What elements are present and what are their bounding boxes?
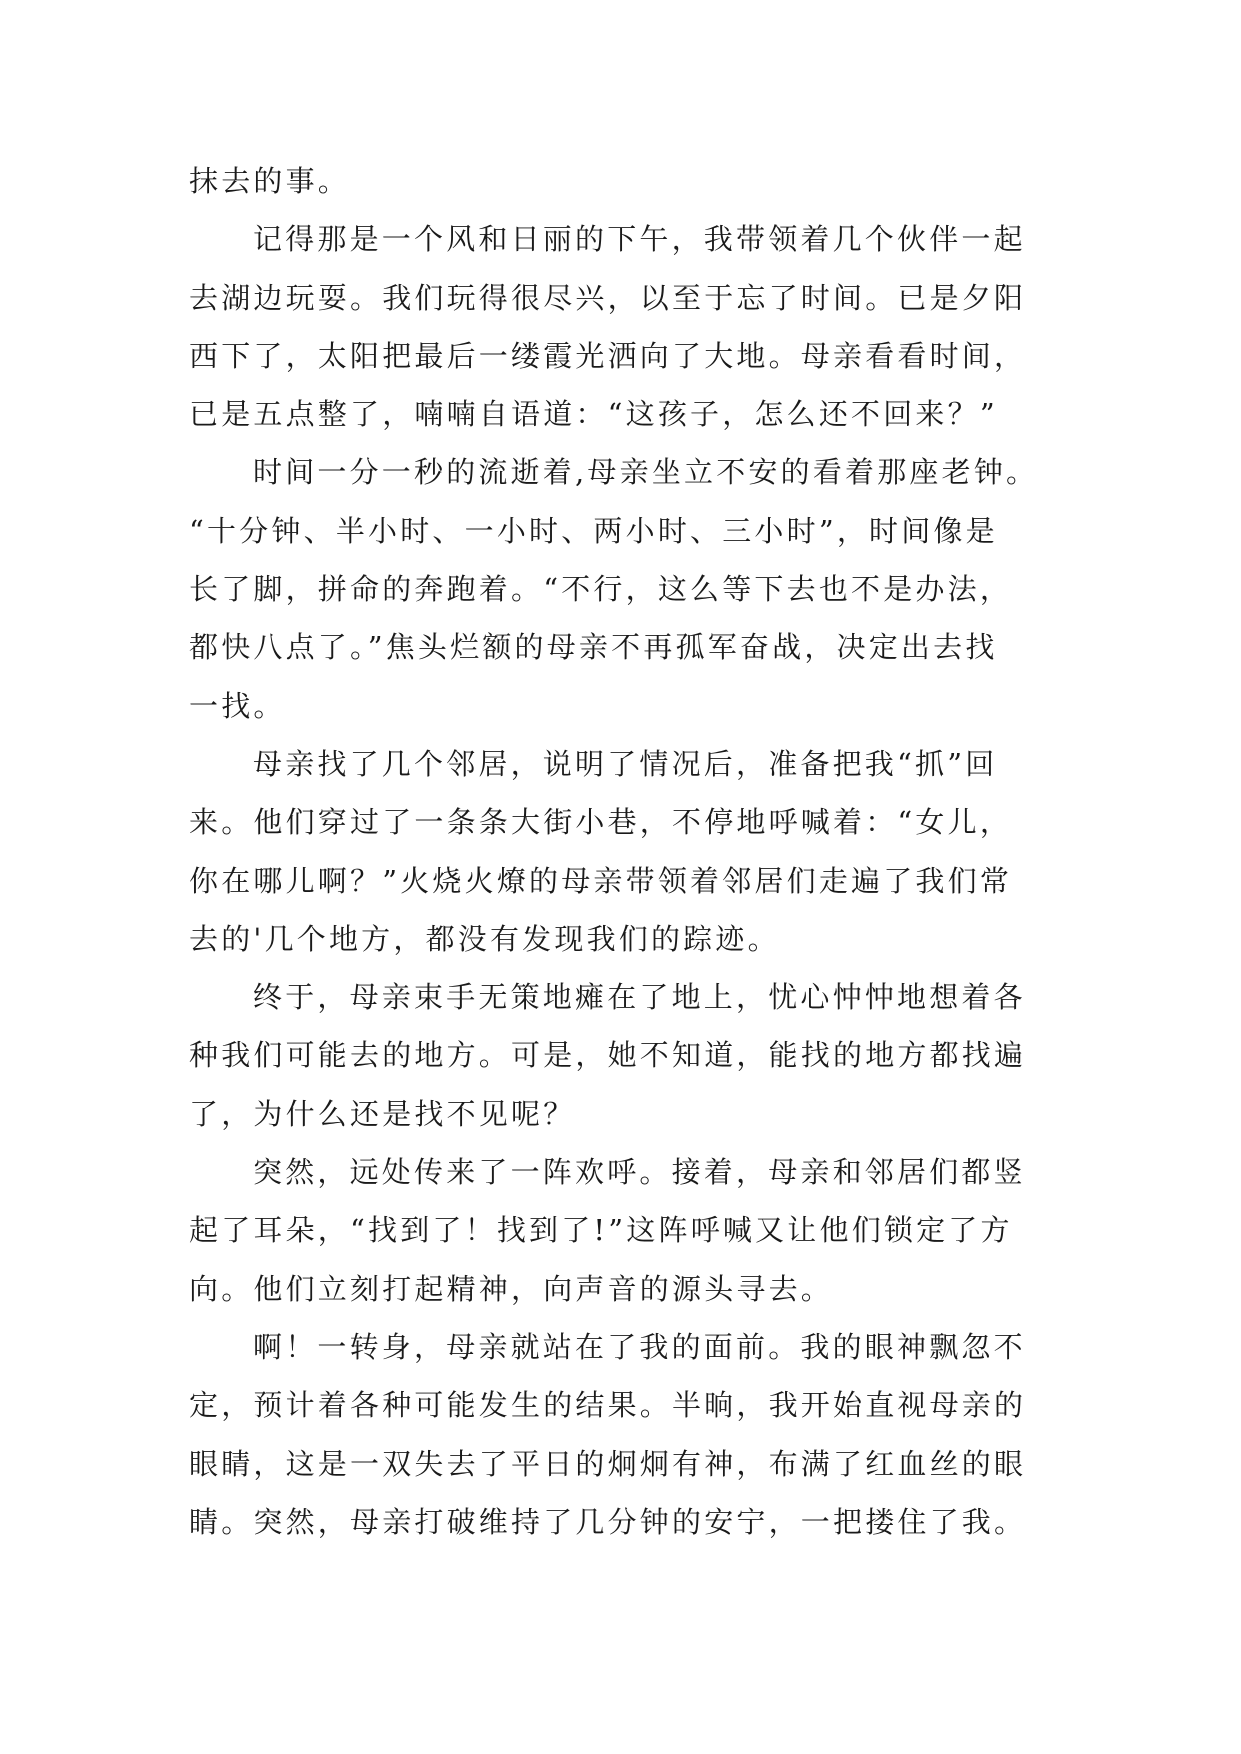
text-line: 了，为什么还是找不见呢？ bbox=[189, 1096, 576, 1131]
text-line: 去的'几个地方，都没有发现我们的踪迹。 bbox=[189, 921, 780, 956]
text-line: 起了耳朵，“找到了！找到了!”这阵呼喊又让他们锁定了方 bbox=[189, 1213, 1013, 1248]
text-line: 终于，母亲束手无策地瘫在了地上，忧心忡忡地想着各 bbox=[253, 980, 1026, 1015]
text-line: 睛。突然，母亲打破维持了几分钟的安宁，一把搂住了我。 bbox=[189, 1504, 1027, 1539]
text-line: 眼睛，这是一双失去了平日的炯炯有神，布满了红血丝的眼 bbox=[189, 1446, 1027, 1481]
text-line: 突然，远处传来了一阵欢呼。接着，母亲和邻居们都竖 bbox=[253, 1155, 1026, 1190]
text-line: “十分钟、半小时、一小时、两小时、三小时”，时间像是 bbox=[189, 513, 998, 548]
text-line: 西下了，太阳把最后一缕霞光洒向了大地。母亲看看时间， bbox=[189, 338, 1027, 373]
text-line: 你在哪儿啊？”火烧火燎的母亲带领着邻居们走遍了我们常 bbox=[189, 863, 1013, 898]
text-line: 记得那是一个风和日丽的下午，我带领着几个伙伴一起 bbox=[253, 222, 1026, 257]
text-line: 已是五点整了，喃喃自语道：“这孩子，怎么还不回来？” bbox=[189, 397, 998, 432]
text-line: 抹去的事。 bbox=[189, 164, 351, 198]
text-line: 定，预计着各种可能发生的结果。半晌，我开始直视母亲的 bbox=[189, 1388, 1027, 1423]
text-line: 向。他们立刻打起精神，向声音的源头寻去。 bbox=[189, 1271, 834, 1306]
text-line: 来。他们穿过了一条条大街小巷，不停地呼喊着：“女儿， bbox=[189, 805, 1013, 840]
text-line: 一找。 bbox=[189, 688, 286, 723]
text-line: 时间一分一秒的流逝着,母亲坐立不安的看着那座老钟。 bbox=[253, 455, 1039, 490]
text-line: 啊！一转身，母亲就站在了我的面前。我的眼神飘忽不 bbox=[253, 1329, 1026, 1364]
text-line: 长了脚，拼命的奔跑着。“不行，这么等下去也不是办法， bbox=[189, 572, 1013, 607]
body-text bbox=[189, 152, 1079, 1551]
text-line: 都快八点了。”焦头烂额的母亲不再孤军奋战，决定出去找 bbox=[189, 630, 998, 665]
text-line: 种我们可能去的地方。可是，她不知道，能找的地方都找遍 bbox=[189, 1038, 1027, 1073]
text-line: 母亲找了几个邻居，说明了情况后，准备把我“抓”回 bbox=[253, 746, 998, 781]
text-line: 去湖边玩耍。我们玩得很尽兴，以至于忘了时间。已是夕阳 bbox=[189, 280, 1027, 315]
